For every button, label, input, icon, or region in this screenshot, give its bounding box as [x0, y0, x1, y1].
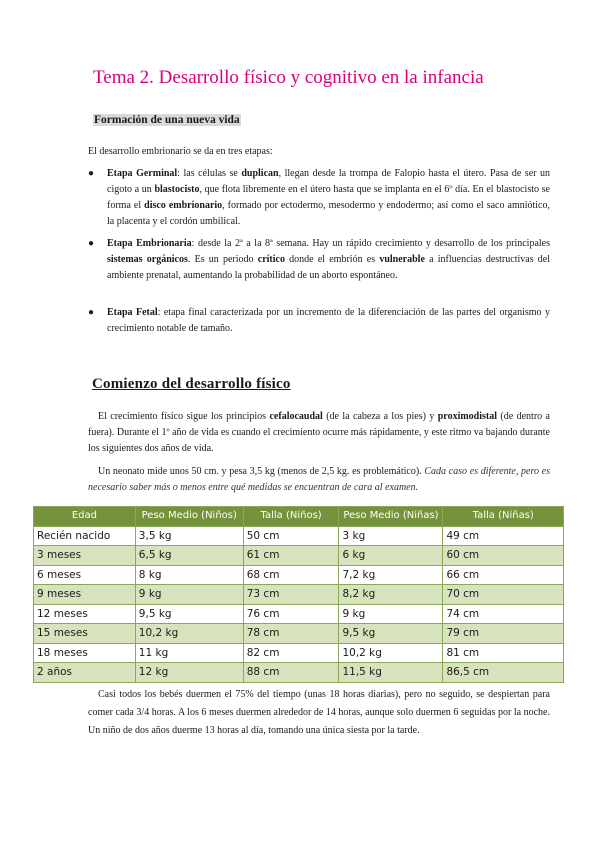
- table-row: [34, 663, 564, 683]
- section-intro: El desarrollo embrionario se da en tres etapas:: [88, 146, 273, 157]
- text-run: (de dentro a fuera). Durante el 1º año de vida es cuando el crecimiento ocurre más rápidamente, y este ritmo va bajando durante los siguientes dos años de vida.: [88, 411, 550, 454]
- italic-note: Cada caso es diferente, pero es necesario saber más o menos entre qué medidas se encuentran de cara al examen.: [88, 466, 551, 493]
- table-cell: 68 cm: [243, 565, 339, 585]
- table-cell: 12 kg: [135, 663, 243, 683]
- bold-term: Etapa Germinal: [107, 168, 178, 179]
- table-cell: 9,5 kg: [135, 604, 243, 624]
- text-run: . Es un periodo: [187, 254, 258, 265]
- table-cell: 81 cm: [443, 643, 564, 663]
- table-cell: 15 meses: [34, 624, 136, 644]
- section-heading-new-life: Formación de una nueva vida: [94, 114, 240, 126]
- table-header-cell: Talla (Niños): [243, 507, 339, 527]
- table-header-cell: Peso Medio (Niñas): [339, 507, 443, 527]
- text-run: , formado por ectodermo, mesodermo y endodermo; así como el saco amniótico, la placenta y el cordón umbilical.: [107, 200, 550, 227]
- table-cell: 70 cm: [443, 585, 564, 605]
- text-run: : etapa final caracterizada por un incremento de la diferenciación de las partes del organismo y crecimiento notable de tamaño.: [107, 307, 550, 334]
- paragraph-newborn: [88, 464, 550, 496]
- table-cell: 2 años: [34, 663, 136, 683]
- text-run: Un neonato mide unos 50 cm. y pesa 3,5 kg (menos de 2,5 kg. es problemático).: [98, 466, 425, 477]
- table-cell: 73 cm: [243, 585, 339, 605]
- paragraph-growth-principles: [88, 409, 550, 457]
- table-header-cell: Talla (Niñas): [443, 507, 564, 527]
- table-cell: 9,5 kg: [339, 624, 443, 644]
- table-cell: 10,2 kg: [339, 643, 443, 663]
- table-cell: 10,2 kg: [135, 624, 243, 644]
- table-cell: 8,2 kg: [339, 585, 443, 605]
- table-cell: 88 cm: [243, 663, 339, 683]
- table-cell: 3,5 kg: [135, 526, 243, 546]
- paragraph-text: [88, 689, 550, 736]
- paragraph-text: [88, 466, 550, 493]
- paragraph-sleep: [88, 686, 550, 740]
- bold-term: blastocisto: [154, 184, 200, 195]
- text-run: Casi todos los bebés duermen el 75% del tiempo (unas 18 horas diarias), pero no seguido, se despiertan para comer cada 3/4 horas. A los 6 meses duermen alrededor de 14 horas, aunque solo duermen 6 seguidas por la noche. Un niño de dos años duerme 13 horas al día, tomando una única siesta por la tarde.: [88, 689, 550, 736]
- table-cell: 11,5 kg: [339, 663, 443, 683]
- bold-term: proximodistal: [437, 411, 498, 422]
- bold-term: cefalocaudal: [269, 411, 323, 422]
- stage-text: [107, 236, 550, 284]
- table-cell: 6 kg: [339, 546, 443, 566]
- growth-table: [33, 506, 564, 683]
- bold-term: duplican: [241, 168, 279, 179]
- table-row: [34, 526, 564, 546]
- table-row: [34, 624, 564, 644]
- table-cell: 61 cm: [243, 546, 339, 566]
- table-row: [34, 604, 564, 624]
- paragraph-text: [88, 411, 550, 454]
- table-cell: 9 kg: [135, 585, 243, 605]
- stage-embrionaria: [88, 236, 550, 284]
- table-cell: 76 cm: [243, 604, 339, 624]
- table-cell: 3 kg: [339, 526, 443, 546]
- stage-text: [107, 166, 550, 230]
- table-cell: 7,2 kg: [339, 565, 443, 585]
- text-run: : las células se: [177, 168, 242, 179]
- text-run: , que flota libremente en el útero hasta que se implanta en el 6º día. En el blastocisto se forma el: [107, 184, 550, 211]
- table-cell: 3 meses: [34, 546, 136, 566]
- table-row: [34, 546, 564, 566]
- table-cell: 11 kg: [135, 643, 243, 663]
- stage-germinal: [88, 166, 550, 230]
- text-run: a influencias destructivas del ambiente prenatal, aumentando la probabilidad de un aborto espontáneo.: [107, 254, 551, 281]
- table-row: [34, 565, 564, 585]
- bullet-icon: ●: [88, 307, 95, 318]
- table-cell: 79 cm: [443, 624, 564, 644]
- table-cell: 9 meses: [34, 585, 136, 605]
- text-run: El crecimiento físico sigue los principios: [98, 411, 270, 422]
- table-cell: 6,5 kg: [135, 546, 243, 566]
- bullet-icon: ●: [88, 238, 95, 249]
- text-run: : desde la 2ª a la 8ª semana. Hay un rápido crecimiento y desarrollo de los principales: [191, 238, 550, 249]
- table-cell: 50 cm: [243, 526, 339, 546]
- table-cell: 49 cm: [443, 526, 564, 546]
- text-run: (de la cabeza a los pies) y: [322, 411, 438, 422]
- table-cell: 12 meses: [34, 604, 136, 624]
- table-cell: 60 cm: [443, 546, 564, 566]
- table-row: [34, 585, 564, 605]
- stage-fetal: [88, 305, 550, 337]
- table-header-row: [34, 507, 564, 527]
- document-title: Tema 2. Desarrollo físico y cognitivo en la infancia: [93, 67, 484, 88]
- bold-term: disco embrionario: [144, 200, 223, 211]
- table-cell: 82 cm: [243, 643, 339, 663]
- table-cell: 18 meses: [34, 643, 136, 663]
- table-cell: 6 meses: [34, 565, 136, 585]
- bold-term: sistemas orgánicos: [107, 254, 188, 265]
- text-run: donde el embrión es: [284, 254, 380, 265]
- bullet-icon: ●: [88, 168, 95, 179]
- table-cell: 86,5 cm: [443, 663, 564, 683]
- table-cell: 74 cm: [443, 604, 564, 624]
- table-cell: 8 kg: [135, 565, 243, 585]
- table-row: [34, 643, 564, 663]
- table-cell: Recién nacido: [34, 526, 136, 546]
- bold-term: Etapa Embrionaria: [107, 238, 192, 249]
- table-cell: 66 cm: [443, 565, 564, 585]
- table-cell: 9 kg: [339, 604, 443, 624]
- bold-term: vulnerable: [379, 254, 425, 265]
- table-body: [34, 526, 564, 682]
- section-heading-physical-development: Comienzo del desarrollo físico: [92, 376, 291, 392]
- bold-term: crítico: [257, 254, 285, 265]
- table-cell: 78 cm: [243, 624, 339, 644]
- table-header-cell: Edad: [34, 507, 136, 527]
- bold-term: Etapa Fetal: [107, 307, 158, 318]
- table-header-cell: Peso Medio (Niños): [135, 507, 243, 527]
- text-run: , llegan desde la trompa de Falopio hasta el útero. Pasa de ser un cigoto a un: [107, 168, 550, 195]
- stage-text: [107, 305, 550, 337]
